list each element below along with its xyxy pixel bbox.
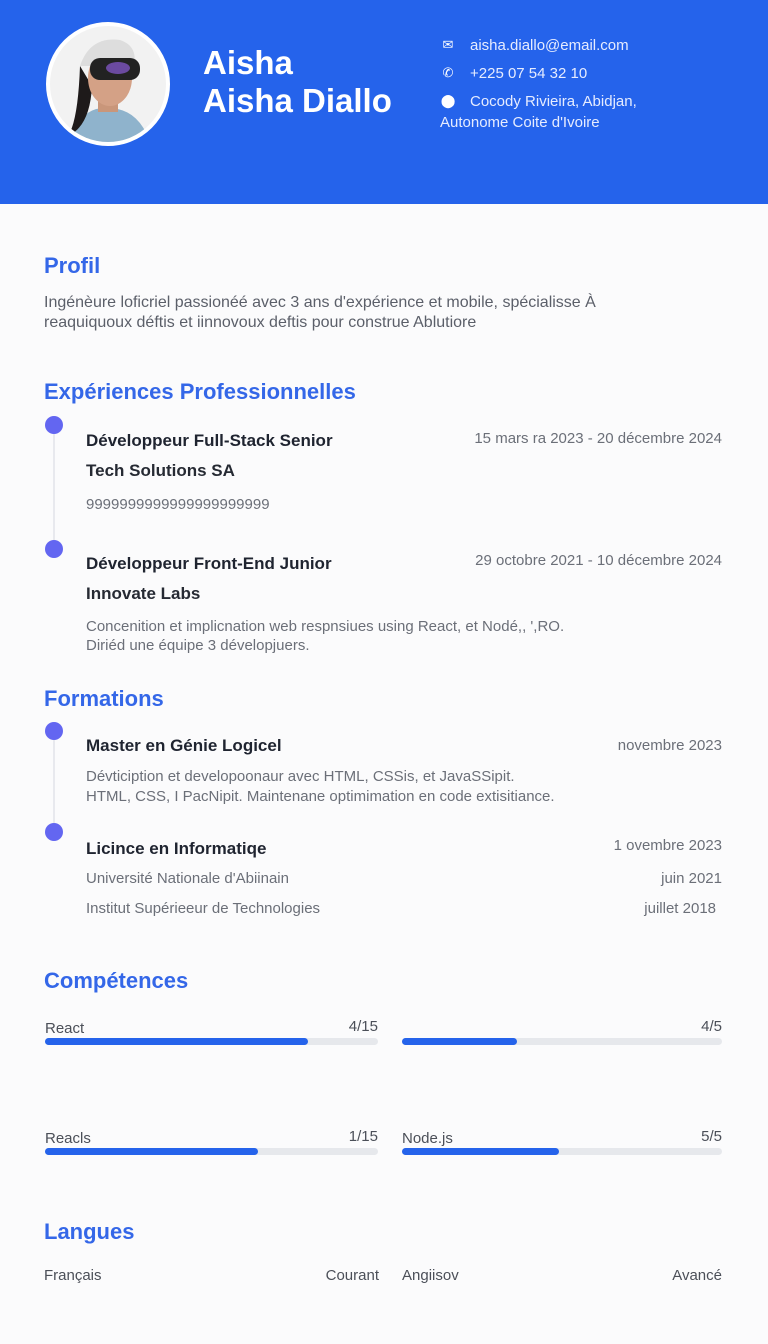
degree-title: Licince en Informatiqe: [86, 839, 267, 858]
degree-date: 1 ovembre 2023: [613, 837, 722, 854]
phone-icon: ✆: [442, 65, 454, 80]
job-description: 9999999999999999999999: [86, 496, 270, 513]
job-description-line1: Concenition et implicnation web respnsiues using React, et Nodé,, ',RO.: [86, 618, 565, 635]
skill-bar-fill: [45, 1148, 258, 1155]
education-heading: Formations: [44, 686, 164, 711]
profile-text-line1: Ingénèure loficriel passionéé avec 3 ans d'expérience et mobile, spécialisse À: [44, 294, 596, 311]
location-pin-icon: ⬤: [440, 93, 456, 108]
skill-bar: [402, 1038, 722, 1045]
full-name: Aisha Diallo: [203, 82, 392, 119]
degree-date: novembre 2023: [617, 737, 722, 754]
first-name: Aisha: [203, 44, 293, 81]
degree-description-line2: HTML, CSS, I PacNipit. Maintenane optimimation en code extisitiance.: [86, 788, 555, 805]
address-line1: Cocody Rivieira, Abidjan,: [470, 93, 637, 110]
job-title: Développeur Front-End Junior: [86, 554, 332, 573]
school-date: juillet 2018: [644, 900, 716, 917]
timeline-dot: [45, 416, 63, 434]
skill-score: 1/15: [348, 1128, 378, 1145]
skill-score: 4/5: [701, 1018, 722, 1035]
profile-heading: Profil: [44, 253, 101, 278]
experience-heading: Expériences Professionnelles: [44, 379, 356, 404]
timeline-dot: [45, 722, 63, 740]
timeline-dot: [45, 540, 63, 558]
language-level: Avancé: [672, 1267, 722, 1284]
job-company: Tech Solutions SA: [86, 461, 235, 480]
job-title: Développeur Full-Stack Senior: [86, 431, 333, 450]
languages-heading: Langues: [44, 1219, 135, 1244]
phone[interactable]: +225 07 54 32 10: [470, 65, 588, 82]
skill-name: React: [45, 1020, 85, 1037]
skills-heading: Compétences: [44, 968, 189, 993]
school-name: Institut Supérieeur de Technologies: [86, 900, 321, 917]
timeline-line: [53, 736, 55, 836]
skill-score: 4/15: [348, 1018, 378, 1035]
school-name: Université Nationale d'Abiinain: [86, 870, 289, 887]
job-dates: 15 mars ra 2023 - 20 décembre 2024: [474, 430, 722, 447]
address-line2: Autonome Coite d'Ivoire: [440, 114, 600, 131]
timeline-dot: [45, 823, 63, 841]
skill-name: Node.js: [402, 1130, 453, 1147]
degree-description-line1: Dévticiption et developoonaur avec HTML, CSSis, et JavaSSipit.: [86, 768, 515, 785]
language-level: Courant: [325, 1267, 379, 1284]
avatar: [46, 22, 170, 146]
email[interactable]: aisha.diallo@email.com: [470, 37, 629, 54]
language-name: Angiisov: [402, 1267, 459, 1284]
degree-title: Master en Génie Logicel: [86, 736, 282, 755]
language-name: Français: [44, 1267, 102, 1284]
skill-bar-fill: [45, 1038, 308, 1045]
timeline-line: [53, 430, 55, 550]
skill-bar: [45, 1038, 378, 1045]
skill-bar-fill: [402, 1038, 517, 1045]
header-banner: [0, 0, 768, 204]
skill-score: 5/5: [701, 1128, 722, 1145]
school-date: juin 2021: [661, 870, 722, 887]
skill-bar: [402, 1148, 722, 1155]
job-dates: 29 octobre 2021 - 10 décembre 2024: [475, 552, 722, 569]
skill-name: Reacls: [45, 1130, 91, 1147]
job-company: Innovate Labs: [86, 584, 201, 603]
skill-bar-fill: [402, 1148, 559, 1155]
skill-bar: [45, 1148, 378, 1155]
profile-photo: [50, 26, 166, 142]
mail-icon: ✉: [442, 37, 454, 52]
profile-text-line2: reaquiquoux déftis et iinnovoux deftis pour construe Ablutiore: [44, 314, 477, 331]
job-description-line2: Diriéd une équipe 3 dévelopjuers.: [86, 637, 310, 654]
